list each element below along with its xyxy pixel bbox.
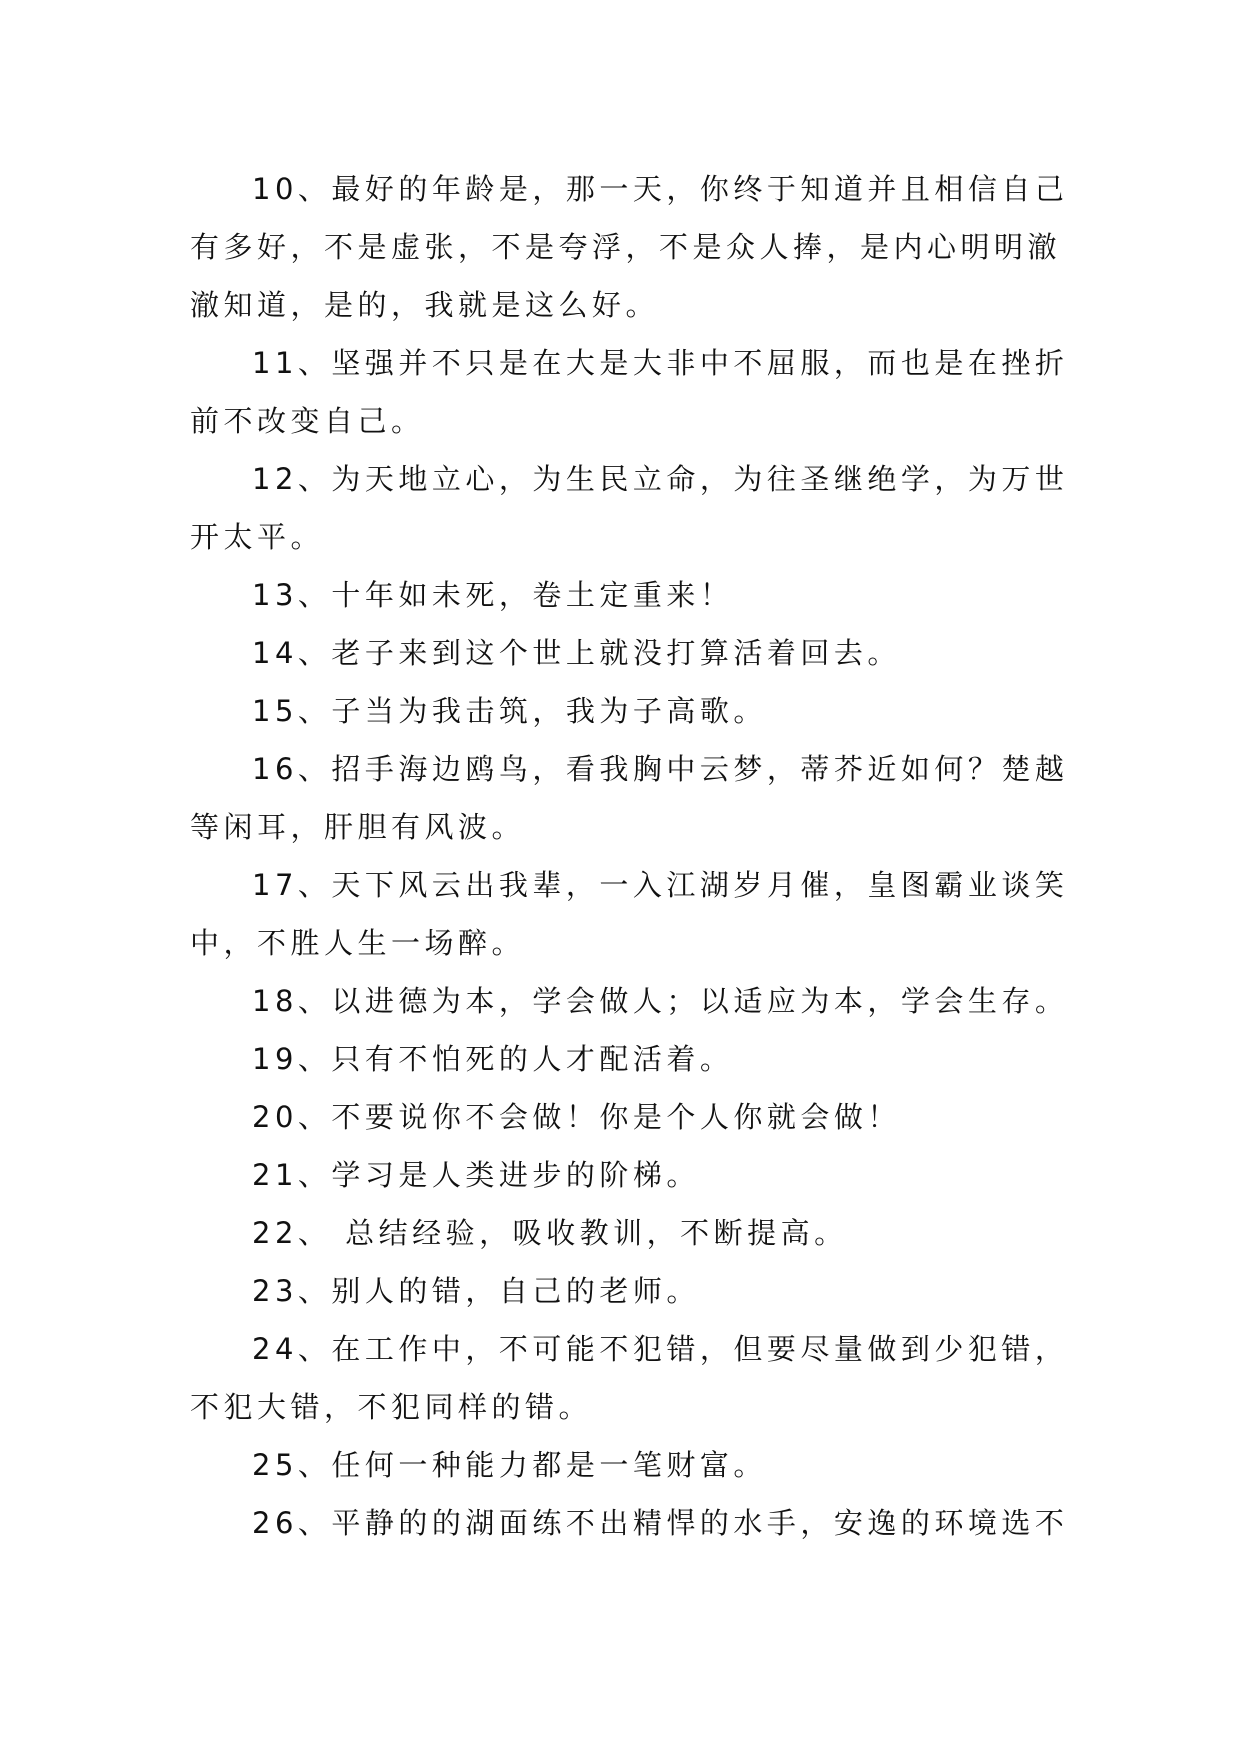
- paragraph-17: 17、天下风云出我辈，一入江湖岁月催，皇图霸业谈笑中，不胜人生一场醉。: [190, 868, 1069, 960]
- paragraph-23: 23、别人的错，自己的老师。: [252, 1274, 700, 1308]
- paragraph-14: 14、老子来到这个世上就没打算活着回去。: [252, 636, 901, 670]
- paragraph-16: 16、招手海边鸥鸟，看我胸中云梦，蒂芥近如何？楚越等闲耳，肝胆有风波。: [190, 752, 1069, 844]
- paragraph-25: 25、任何一种能力都是一笔财富。: [252, 1448, 767, 1482]
- paragraph-21: 21、学习是人类进步的阶梯。: [252, 1158, 700, 1192]
- document-body: [190, 160, 1070, 1552]
- paragraph-11: 11、坚强并不只是在大是大非中不屈服，而也是在挫折前不改变自己。: [190, 346, 1069, 438]
- paragraph-18: 18、以进德为本，学会做人；以适应为本，学会生存。: [252, 984, 1069, 1018]
- paragraph-15: 15、子当为我击筑，我为子高歌。: [252, 694, 767, 728]
- paragraph-22: 22、 总结经验，吸收教训，不断提高。: [252, 1216, 848, 1250]
- paragraph-13: 13、十年如未死，卷土定重来！: [252, 578, 734, 612]
- paragraph-24: 24、在工作中，不可能不犯错，但要尽量做到少犯错，不犯大错，不犯同样的错。: [190, 1332, 1069, 1424]
- paragraph-10: 10、最好的年龄是，那一天，你终于知道并且相信自己有多好，不是虚张，不是夸浮，不是众人捧，是内心明明澈澈知道，是的，我就是这么好。: [190, 172, 1069, 322]
- paragraph-12: 12、为天地立心，为生民立命，为往圣继绝学，为万世开太平。: [190, 462, 1069, 554]
- paragraph-19: 19、只有不怕死的人才配活着。: [252, 1042, 734, 1076]
- paragraph-26: 26、平静的的湖面练不出精悍的水手，安逸的环境选不: [252, 1506, 1069, 1540]
- paragraph-20: 20、不要说你不会做！你是个人你就会做！: [252, 1100, 901, 1134]
